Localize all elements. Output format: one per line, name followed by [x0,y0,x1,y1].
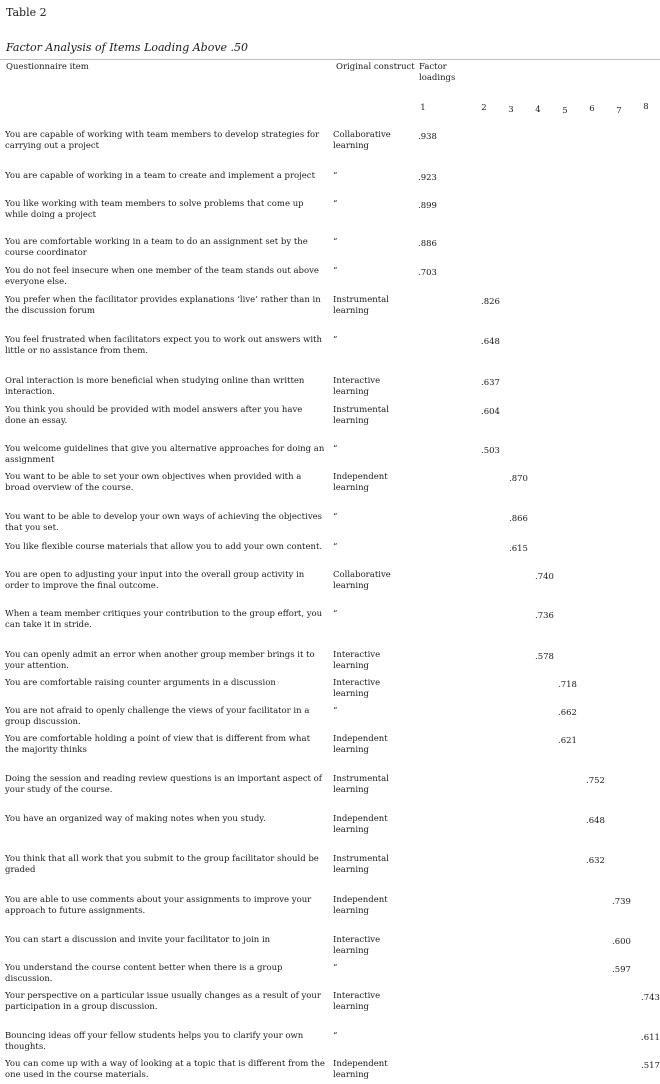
factor-loading-value: .503 [481,446,500,456]
original-construct: Collaborative learning [333,130,391,151]
factor-loading-value: .899 [418,201,437,211]
original-construct: Independent learning [333,814,388,835]
questionnaire-item: You are able to use comments about your assignments to improve your approach to future assignments. [5,895,312,916]
questionnaire-item: You do not feel insecure when one member of the team stands out above everyone else. [5,266,319,287]
factor-number-3: 3 [508,105,514,115]
original-construct: Interactive learning [333,376,381,397]
questionnaire-item: Your perspective on a particular issue usually changes as a result of your participation in a group discussion. [5,991,321,1012]
original-construct: Instrumental learning [333,854,389,875]
table-label: Table 2 [6,6,47,19]
original-construct: “ [333,171,338,181]
factor-loading-value: .826 [481,297,500,307]
factor-number-1: 1 [420,103,426,113]
original-construct: “ [333,1031,338,1041]
header-factor-loadings: Factor loadings [419,62,456,83]
factor-loading-value: .648 [586,816,605,826]
original-construct: Instrumental learning [333,295,389,316]
questionnaire-item: You welcome guidelines that give you alternative approaches for doing an assignment [5,444,325,465]
questionnaire-item: You like working with team members to solve problems that come up while doing a project [5,199,304,220]
original-construct: ” [333,335,338,345]
questionnaire-item: You are comfortable working in a team to do an assignment set by the course coordinator [5,237,308,258]
original-construct: Interactive learning [333,991,381,1012]
header-questionnaire-item: Questionnaire item [6,62,89,72]
questionnaire-item: You have an organized way of making notes when you study. [5,814,266,824]
factor-loading-value: .662 [558,708,577,718]
factor-loading-value: .938 [418,132,437,142]
factor-loading-value: .866 [509,514,528,524]
factor-loading-value: .600 [612,937,631,947]
header-rule-top [0,59,660,60]
questionnaire-item: You feel frustrated when facilitators expect you to work out answers with little or no assistance from them. [5,335,322,356]
original-construct: Independent learning [333,734,388,755]
original-construct: “ [333,266,338,276]
original-construct: Instrumental learning [333,405,389,426]
factor-number-8: 8 [643,102,649,112]
questionnaire-item: You can openly admit an error when another group member brings it to your attention. [5,650,315,671]
questionnaire-item: You are comfortable holding a point of view that is different from what the majority thinks [5,734,310,755]
questionnaire-item: Bouncing ideas off your fellow students helps you to clarify your own thoughts. [5,1031,304,1052]
factor-number-7: 7 [616,106,622,116]
questionnaire-item: Doing the session and reading review questions is an important aspect of your study of the course. [5,774,322,795]
factor-loading-value: .604 [481,407,500,417]
questionnaire-item: You can start a discussion and invite your facilitator to join in [5,935,271,945]
original-construct: Interactive learning [333,678,381,699]
questionnaire-item: You are capable of working in a team to create and implement a project [5,171,315,181]
original-construct: “ [333,963,338,973]
factor-loading-value: .615 [509,544,528,554]
questionnaire-item: Oral interaction is more beneficial when studying online than written interaction. [5,376,305,397]
questionnaire-item: You can come up with a way of looking at a topic that is different from the one used in the course materials. [5,1059,325,1080]
original-construct: Interactive learning [333,935,381,956]
factor-loading-value: .703 [418,268,437,278]
factor-loading-value: .517 [641,1061,660,1071]
questionnaire-item: You prefer when the facilitator provides explanations ‘live’ rather than in the discussion forum [5,295,321,316]
factor-number-4: 4 [535,105,541,115]
original-construct: Instrumental learning [333,774,389,795]
factor-loading-value: .648 [481,337,500,347]
questionnaire-item: When a team member critiques your contribution to the group effort, you can take it in stride. [5,609,323,630]
original-construct: Independent learning [333,895,388,916]
original-construct: “ [333,706,338,716]
factor-loading-value: .870 [509,474,528,484]
table-title: Factor Analysis of Items Loading Above .50 [6,41,249,54]
questionnaire-item: You are comfortable raising counter arguments in a discussion [5,678,276,688]
original-construct: Independent learning [333,472,388,493]
original-construct: “ [333,199,338,209]
factor-number-5: 5 [562,106,568,116]
factor-loading-value: .923 [418,173,437,183]
original-construct: Collaborative learning [333,570,391,591]
original-construct: “ [333,237,338,247]
header-original-construct: Original construct [336,62,415,72]
factor-number-6: 6 [589,104,595,114]
factor-loading-value: .578 [535,652,554,662]
original-construct: Interactive learning [333,650,381,671]
questionnaire-item: You want to be able to set your own objectives when provided with a broad overview of the course. [5,472,302,493]
factor-number-2: 2 [481,103,487,113]
factor-loading-value: .736 [535,611,554,621]
factor-loading-value: .752 [586,776,605,786]
factor-loading-value: .740 [535,572,554,582]
factor-loading-value: .743 [641,993,660,1003]
factor-loading-value: .718 [558,680,577,690]
factor-loading-value: .597 [612,965,631,975]
factor-loading-value: .632 [586,856,605,866]
factor-loading-value: .611 [641,1033,660,1043]
questionnaire-item: You like flexible course materials that allow you to add your own content. [5,542,323,552]
questionnaire-item: You are capable of working with team members to develop strategies for carrying out a project [5,130,320,151]
original-construct: “ [333,542,338,552]
questionnaire-item: You think that all work that you submit to the group facilitator should be graded [5,854,319,875]
factor-loading-value: .886 [418,239,437,249]
questionnaire-item: You understand the course content better when there is a group discussion. [5,963,283,984]
original-construct: Independent learning [333,1059,388,1080]
original-construct: “ [333,444,338,454]
questionnaire-item: You think you should be provided with model answers after you have done an essay. [5,405,303,426]
original-construct: “ [333,609,338,619]
questionnaire-item: You are not afraid to openly challenge the views of your facilitator in a group discussion. [5,706,310,727]
questionnaire-item: You are open to adjusting your input into the overall group activity in order to improve the final outcome. [5,570,305,591]
original-construct: “ [333,512,338,522]
questionnaire-item: You want to be able to develop your own ways of achieving the objectives that you set. [5,512,323,533]
factor-loading-value: .621 [558,736,577,746]
factor-loading-value: .739 [612,897,631,907]
factor-loading-value: .637 [481,378,500,388]
